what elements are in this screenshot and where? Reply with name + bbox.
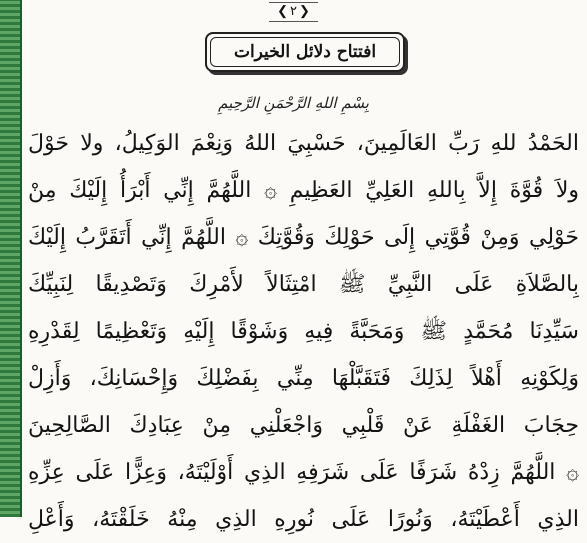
page-number: ٢ xyxy=(290,4,297,19)
text-line: ۞ اللَّهُمَّ زِدْهُ شَرَفًا عَلَى شَرَفِهِ الذِي أَوْلَيْتَهُ، وَعِزًّا عَلَى عِزِّهِ xyxy=(28,460,579,485)
right-chevron-icon: ❯ xyxy=(298,4,310,19)
text-line: ولاَ قُوَّةَ إِلاَّ بِاللهِ العَلِيِّ العَظِيمِ ۞ اللَّهُمَّ إِنِّي أَبْرَأُ إِلَيْكَ مِنْ xyxy=(28,178,579,203)
text-line: وَلِكَوْنِهِ أَهْلاً لِذَلِكَ فَتَقَبَّلْهَا مِنِّي بِفَضْلِكَ وَإِحْسَانِكَ، وَأَزِلْ xyxy=(28,366,579,391)
chapter-title-box xyxy=(205,32,405,72)
body-text xyxy=(28,120,579,543)
basmala: بِسْمِ اللهِ الرَّحْمَنِ الرَّحِيمِ xyxy=(218,94,369,112)
chapter-title: افتتاح دلائل الخيرات xyxy=(233,42,377,62)
left-chevron-icon: ❮ xyxy=(277,4,288,19)
text-line: الحَمْدُ للهِ رَبِّ العَالَمِينَ، حَسْبِيَ اللهُ وَنِعْمَ الوَكِيلُ، ولا حَوْلَ xyxy=(28,131,579,156)
text-line: حَوْلِي وَمِنْ قُوَّتِي إِلَى حَوْلِكَ وَقُوَّتِكَ ۞ اللَّهُمَّ إِنِّي أَتَقَرَّبُ إِلَيْكَ xyxy=(28,225,579,250)
text-line: حِجَابَ الغَفْلَةِ عَنْ قَلْبِي وَاجْعَلْنِي مِنْ عِبَادِكَ الصَّالِحِينَ xyxy=(28,413,579,438)
text-line: سَيِّدِنَا مُحَمَّدٍ ﷺ وَمَحَبَّةً فِيهِ وَشَوْقًا إِلَيْهِ وَتَعْظِيمًا لِقَدْرِهِ xyxy=(28,319,579,344)
text-line: الذِي أَعْطَيْتَهُ، وَنُورًا عَلَى نُورِهِ الذِي مِنْهُ خَلَقْتَهُ، وَأَعْلِ xyxy=(28,507,579,532)
decorative-border xyxy=(0,0,20,517)
page-number-ornament xyxy=(269,2,318,22)
page-number-header xyxy=(0,2,587,22)
text-line: بِالصَّلاَةِ عَلَى النَّبِيِّ ﷺ امْتِثَالاً لأَمْرِكَ وَتَصْدِيقًا لِنَبِيِّكَ xyxy=(28,272,579,297)
border-rule xyxy=(20,0,22,517)
